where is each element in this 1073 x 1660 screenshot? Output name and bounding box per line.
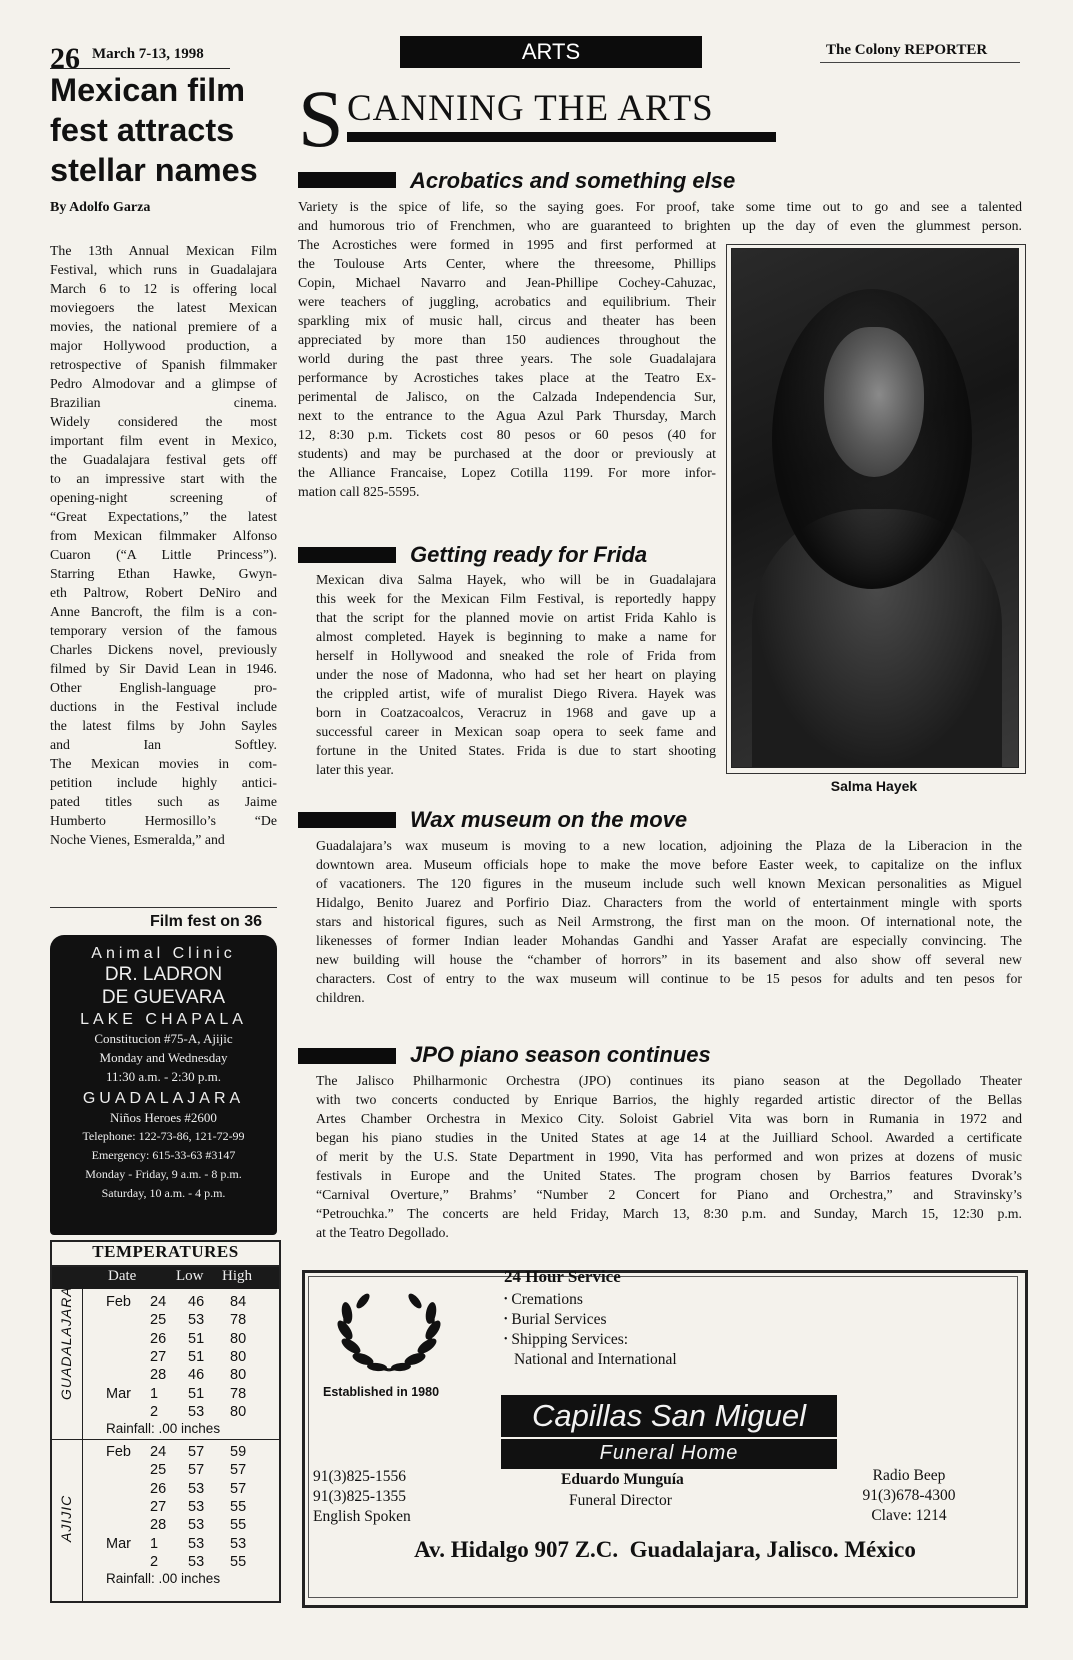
funeral-home-name: Capillas San Miguel [501, 1395, 837, 1437]
section-body-jpo [316, 1071, 1022, 1242]
subhead-bar [298, 547, 396, 563]
service-title: 24 Hour Service [504, 1267, 621, 1286]
temp-day: 27 [150, 1498, 167, 1515]
text-line: eth Paltrow, Robert DeNiro and [50, 585, 277, 600]
clinic-line: 11:30 a.m. - 2:30 p.m. [105, 1069, 222, 1084]
text-line: The Acrostiches were formed in 1995 and first performed at [298, 237, 716, 252]
text-line: children. [316, 990, 365, 1005]
text-line: world during the past three years. The sole Guadalajara [298, 351, 716, 366]
temp-high: 55 [230, 1553, 247, 1570]
photo-caption: Salma Hayek [830, 778, 918, 794]
funeral-home-ad [302, 1267, 1028, 1608]
text-line: retrospective of Spanish filmmaker [50, 357, 277, 372]
text-line: of merit by the U.S. State Department in 1990, Vita has performed and won prizes at dozens of music [316, 1149, 1022, 1164]
clinic-line: Animal Clinic [91, 945, 236, 962]
text-line: Charles Dickens novel, previously [50, 642, 277, 657]
col-high: High [222, 1268, 252, 1284]
temp-high: 55 [230, 1517, 247, 1534]
text-line: next to the entrance to the Agua Azul Park Thursday, March [298, 408, 716, 423]
text-line: herself in Hollywood and sneaked the role of Frida from [316, 648, 716, 663]
text-line: began his piano studies in the United States at age 14 at the Juilliard School. Awarded a certificate [316, 1130, 1022, 1145]
text-line: the Toulouse Arts Center, where the threesome, Phillips [298, 256, 716, 271]
scanning-title: CANNING THE ARTS [347, 88, 714, 129]
text-line: temporary version of the famous [50, 623, 277, 638]
text-line: petition include highly antici- [50, 775, 277, 790]
text-line: Anne Bancroft, the film is a con- [50, 604, 277, 619]
text-line: The Jalisco Philharmonic Orchestra (JPO) continues its piano season at the Degollado Theater [316, 1073, 1022, 1088]
clinic-line: Niños Heroes #2600 [110, 1110, 217, 1125]
text-line: Pedro Almodovar and a glimpse of [50, 376, 277, 391]
location-label-ajijic: AJIJIC [58, 1494, 74, 1542]
text-line: moviegoers the latest Mexican [50, 300, 277, 315]
location-label-guadalajara: GUADALAJARA [58, 1286, 74, 1400]
temp-high: 55 [230, 1498, 247, 1515]
temp-day: 24 [150, 1294, 167, 1310]
service-item [504, 1310, 677, 1330]
temp-day: 2 [150, 1403, 159, 1420]
text-line: appreciated by more than 150 audiences throughout the [298, 332, 716, 347]
text-line: festivals in Europe and the United States. The program chosen by Barrios features Dvorak’s [316, 1168, 1022, 1183]
main-article-body [50, 241, 277, 849]
text-line: major Hollywood production, a [50, 338, 277, 353]
text-line: that the script for the planned movie on artist Frida Kahlo is [316, 610, 716, 625]
text-line: the latest films by John Sayles [50, 718, 277, 733]
scanning-dropcap: S [298, 73, 344, 164]
text-line: this week for the Mexican Film Festival, is reportedly happy [316, 591, 716, 606]
animal-clinic-ad [50, 935, 277, 1235]
temp-day: 26 [150, 1330, 167, 1347]
text-line: filmed by Sir David Lean in 1946. [50, 661, 277, 676]
text-line: “Carnival Overture,” Brahms’ “Number 2 Concert for Piano and Orchestra,” and Stravinsky’s [316, 1187, 1022, 1202]
text-line: to an impressive start with the [50, 471, 277, 486]
bullet-icon: • [504, 1334, 508, 1345]
text-line: and Ian Softley. [50, 737, 277, 752]
text-line: fortune in the United States. Frida is due to start shooting [316, 743, 716, 758]
text-line: Copin, Michael Navarro and Jean-Phillipe Cochey-Cahuzac, [298, 275, 716, 290]
director-title: Funeral Director [569, 1492, 672, 1509]
clinic-line: Telephone: 122-73-86, 121-72-99 [82, 1129, 245, 1143]
service-label: Burial Services [511, 1311, 607, 1328]
text-line: The Mexican movies in com- [50, 756, 277, 771]
beeper-line: Clave: 1214 [871, 1507, 947, 1524]
text-line: “Great Expectations,” the latest [50, 509, 277, 524]
service-subline: National and International [514, 1351, 677, 1368]
group-divider [82, 1439, 83, 1601]
text-line: the Alliance Francaise, Lopez Cotilla 1199. For more infor- [298, 465, 716, 480]
text-line: Humberto Hermosillo’s “De [50, 813, 277, 828]
temp-day: 2 [150, 1553, 159, 1570]
established-year: Established in 1980 [323, 1385, 440, 1399]
text-line: March 6 to 12 is offering local [50, 281, 277, 296]
director-name: Eduardo Munguía [561, 1471, 684, 1488]
text-line: successful career in Mexican soap opera to seek fame and [316, 724, 716, 739]
phone-list [313, 1467, 411, 1527]
text-line: almost completed. Hayek is beginning to make a name for [316, 629, 716, 644]
headline-line: stellar names [50, 152, 258, 188]
section-heading-frida: Getting ready for Frida [410, 542, 648, 567]
temp-day: 28 [150, 1367, 167, 1384]
phone-line: 91(3)825-1556 [313, 1468, 406, 1485]
phone-line: English Spoken [313, 1508, 411, 1525]
text-line: The 13th Annual Mexican Film [50, 243, 277, 258]
temp-low: 51 [188, 1385, 205, 1402]
temp-day: 1 [150, 1535, 159, 1552]
service-label: Shipping Services: [511, 1331, 629, 1348]
continuation-rule [50, 907, 277, 908]
text-line: were teachers of juggling, acrobatics and equilibrium. Their [298, 294, 716, 309]
text-line: Hidalgo, Benito Juarez and Porfirio Diaz. Characters from the world of entertainment mingle with sports [316, 895, 1022, 910]
text-line: Starring Ethan Hawke, Gwyn- [50, 566, 277, 581]
temperatures-title: TEMPERATURES [52, 1242, 279, 1267]
rainfall-line: Rainfall: .00 inches [106, 1571, 221, 1587]
temp-low: 53 [188, 1553, 205, 1570]
text-line: mation call 825-5595. [298, 484, 420, 499]
text-line: sparkling mix of music hall, circus and theater has been [298, 313, 716, 328]
section-body-frida [316, 570, 716, 779]
temp-high: 78 [230, 1385, 247, 1402]
scanning-rule [347, 132, 776, 142]
temp-day: 27 [150, 1348, 167, 1365]
text-line: and humorous trio of Frenchmen, who are guaranteed to brighten up the day of even the glummest person. [298, 218, 1022, 233]
text-line: pated titles such as Jaime [50, 794, 277, 809]
temp-high: 57 [230, 1480, 247, 1497]
text-line: Cuaron (“A Little Princess”). [50, 547, 277, 562]
section-heading-wax: Wax museum on the move [410, 807, 688, 832]
temp-high: 53 [230, 1535, 247, 1552]
text-line: performance by Acrostiches takes place at the Teatro Ex- [298, 370, 716, 385]
temp-day: 25 [150, 1312, 167, 1329]
temp-high: 84 [230, 1294, 247, 1310]
temp-low: 53 [188, 1403, 205, 1420]
text-line: important film event in Mexico, [50, 433, 277, 448]
text-line: ductions in the Festival include [50, 699, 277, 714]
subhead-bar [298, 172, 396, 188]
temp-high: 78 [230, 1312, 247, 1329]
temp-low: 57 [188, 1444, 205, 1460]
temp-day: 26 [150, 1480, 167, 1497]
text-line: of vacationers. The 120 figures in the museum include such well known Mexican personalities as Miguel [316, 876, 1022, 891]
text-line: perimental de Jalisco, on the Calzada Independencia Sur, [298, 389, 716, 404]
text-line: Guadalajara’s wax museum is moving to a new location, adjoining the Plaza de la Liberacion in the [316, 838, 1022, 853]
text-line: with two concerts conducted by Enrique Barrios, the highly regarded artistic director of the Bellas [316, 1092, 1022, 1107]
temp-month: Mar [106, 1535, 131, 1552]
temp-low: 53 [188, 1480, 205, 1497]
clinic-line: Emergency: 615-33-63 #3147 [91, 1148, 236, 1162]
services-list [504, 1290, 677, 1370]
clinic-line: DE GUEVARA [101, 987, 226, 1008]
headline-line: Mexican film [50, 72, 246, 108]
subhead-bar [298, 812, 396, 828]
text-line: students) and may be purchased at the door or previously at [298, 446, 716, 461]
salma-hayek-photo [731, 248, 1019, 768]
header-rule-left [50, 68, 230, 69]
temp-low: 53 [188, 1498, 205, 1515]
temp-low: 46 [188, 1367, 205, 1384]
text-line: 12, 8:30 p.m. Tickets cost 80 pesos or 60 pesos (40 for [298, 427, 716, 442]
headline-line: fest attracts [50, 112, 235, 148]
text-line: “Petrouchka.” The concerts are held Friday, March 13, 8:30 p.m. and Sunday, March 15, 12:30 p.m. [316, 1206, 1022, 1221]
section-body-wax [316, 836, 1022, 1007]
temp-low: 51 [188, 1348, 205, 1365]
byline: By Adolfo Garza [50, 200, 151, 215]
text-line: under the nose of Madonna, who had set her heart on playing [316, 667, 716, 682]
temp-high: 59 [230, 1444, 247, 1460]
publication-name: The Colony REPORTER [826, 42, 988, 58]
clinic-line: LAKE CHAPALA [80, 1011, 247, 1028]
text-line: born in Coatzacoalcos, Veracruz in 1968 and gave up a [316, 705, 716, 720]
text-line: Widely considered the most [50, 414, 277, 429]
continuation-line: Film fest on 36 [150, 913, 263, 930]
header-rule-right [820, 62, 1020, 63]
text-line: Brazilian cinema. [50, 395, 277, 410]
clinic-line: Constitucion #75-A, Ajijic [94, 1031, 233, 1046]
text-line: at the Teatro Degollado. [316, 1225, 449, 1240]
temperatures-header-row [52, 1267, 279, 1289]
text-line: characters. Cost of entry to the wax museum will continue to be 15 pesos for adults and ten pesos for [316, 971, 1022, 986]
temp-low: 53 [188, 1312, 205, 1329]
beeper-line: Radio Beep [872, 1467, 946, 1484]
temp-low: 53 [188, 1535, 205, 1552]
photo-shape-face [824, 327, 924, 477]
temp-high: 80 [230, 1348, 247, 1365]
rainfall-line: Rainfall: .00 inches [106, 1421, 221, 1437]
clinic-line: Saturday, 10 a.m. - 4 p.m. [101, 1186, 226, 1200]
text-line: Festival, which runs in Guadalajara [50, 262, 277, 277]
temp-low: 57 [188, 1462, 205, 1479]
text-line: Mexican diva Salma Hayek, who will be in Guadalajara [316, 572, 716, 587]
clinic-line: GUADALAJARA [82, 1090, 245, 1107]
issue-date: March 7-13, 1998 [92, 46, 204, 62]
bullet-icon: • [504, 1294, 508, 1305]
service-label: Cremations [511, 1291, 583, 1308]
temp-high: 80 [230, 1367, 247, 1384]
text-line: stars and historical figures, such as Neil Armstrong, the first man on the moon. Of international note, the [316, 914, 1022, 929]
text-line: Noche Vienes, Esmeralda,” and [50, 832, 225, 847]
temperatures-box [50, 1240, 281, 1603]
text-line: downtown area. Museum officials hope to make the move before Easter week, to capitalize on the influx [316, 857, 1022, 872]
service-item [504, 1330, 677, 1350]
col-date: Date [108, 1268, 137, 1284]
temp-day: 25 [150, 1462, 167, 1479]
temp-high: 80 [230, 1403, 247, 1420]
temp-day: 28 [150, 1517, 167, 1534]
text-line: movies, the national premiere of a [50, 319, 277, 334]
temp-low: 46 [188, 1294, 205, 1310]
temp-day: 24 [150, 1444, 167, 1460]
beeper-info [839, 1466, 979, 1526]
phone-line: 91(3)825-1355 [313, 1488, 406, 1505]
clinic-line: DR. LADRON [104, 964, 223, 985]
bullet-icon: • [504, 1314, 508, 1325]
temp-month: Feb [106, 1294, 131, 1310]
text-line: the Guadalajara festival gets off [50, 452, 277, 467]
text-line: from Mexican filmmaker Alfonso [50, 528, 277, 543]
text-line: later this year. [316, 762, 394, 777]
funeral-address: Av. Hidalgo 907 Z.C. Guadalajara, Jalisco. México [414, 1537, 916, 1562]
page-number: 26 [50, 42, 80, 75]
text-line: likenesses of former Indian leader Mohandas Gandhi and Yasser Arafat are especially convincing. The [316, 933, 1022, 948]
text-line: the crippled artist, wife of muralist Diego Rivera. Hayek was [316, 686, 716, 701]
section-banner: ARTS [400, 36, 702, 68]
temp-day: 1 [150, 1385, 159, 1402]
laurel-wreath-icon [329, 1285, 449, 1375]
group-divider [82, 1289, 83, 1439]
temp-high: 80 [230, 1330, 247, 1347]
section-heading-jpo: JPO piano season continues [410, 1042, 711, 1067]
temp-low: 53 [188, 1517, 205, 1534]
text-line: Other English-language pro- [50, 680, 277, 695]
temp-month: Feb [106, 1444, 131, 1460]
temp-low: 51 [188, 1330, 205, 1347]
beeper-line: 91(3)678-4300 [862, 1487, 956, 1504]
section-heading-acrobatics: Acrobatics and something else [410, 168, 736, 193]
temp-high: 57 [230, 1462, 247, 1479]
temp-month: Mar [106, 1385, 131, 1402]
text-line: Artes Chamber Orchestra in Mexico City. Soloist Gabriel Vita was born in Rumania in 1972 and [316, 1111, 1022, 1126]
main-headline [50, 70, 290, 190]
service-item [504, 1290, 677, 1310]
text-line: Variety is the spice of life, so the saying goes. For proof, take some time out to go and see a talented [298, 199, 1022, 214]
clinic-line: Monday - Friday, 9 a.m. - 8 p.m. [85, 1167, 242, 1181]
col-low: Low [176, 1268, 204, 1284]
text-line: opening-night screening of [50, 490, 277, 505]
clinic-line: Monday and Wednesday [99, 1050, 228, 1065]
funeral-home-tagline: Funeral Home [501, 1439, 837, 1469]
subhead-bar [298, 1048, 396, 1064]
text-line: new building will house the “chamber of horrors” in its basement and also show off several new [316, 952, 1022, 967]
